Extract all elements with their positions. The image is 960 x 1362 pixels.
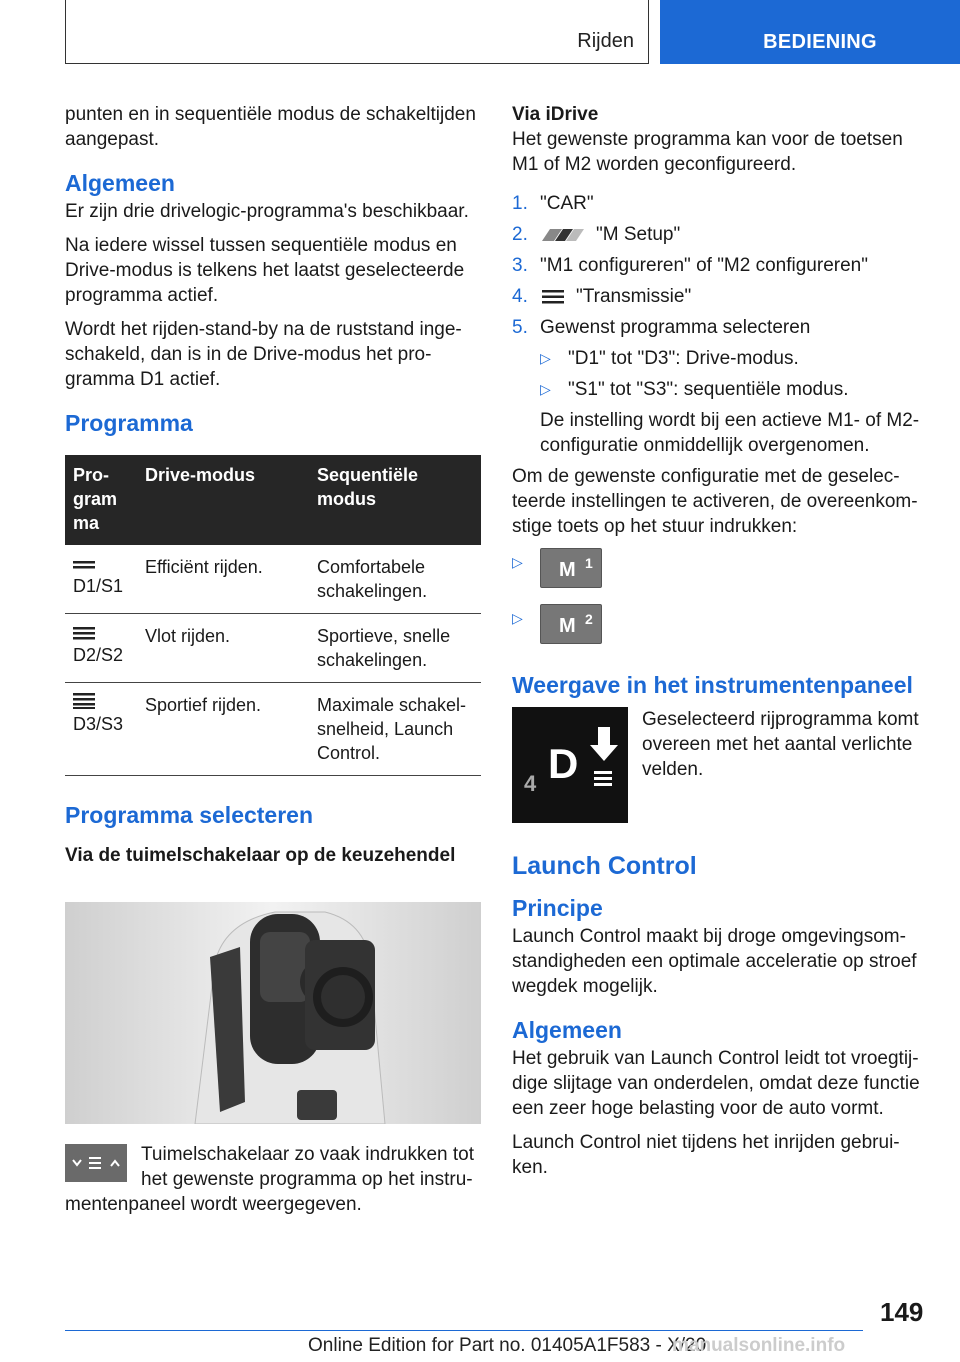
idrive-text: Het gewenste programma kan voor de toetsen M1 of M2 worden geconfigureerd. [512,129,903,175]
table-cell-drive: Sportief rijden. [137,683,309,776]
table-header-cell: Pro-gram ma [65,455,137,545]
programma-table [65,455,481,776]
sub-note: De instelling wordt bij een actieve M1- of M2-configuratie onmiddellijk overgenomen. [540,410,920,456]
weergave-heading: Weergave in het instrumentenpaneel [512,672,913,698]
page-number: 149 [880,1297,924,1327]
step-number: 1. [512,193,528,214]
inst-drive-letter: D [548,740,579,787]
m1-number: 1 [585,555,593,571]
triangle-bullet-icon: ▷ [512,610,523,626]
table-cell-drive: Efficiënt rijden. [137,545,309,614]
header-section-title: Rijden [577,30,634,52]
table-header-cell: Sequentiële modus [309,455,481,545]
list-item [540,377,928,402]
m1-row [512,548,928,594]
algemeen-right-p1: Het gebruik van Launch Control leidt tot vroegtij-dige slijtage van onderdelen, omdat deze functie een zeer hoge belasting voor de auto vormt. [512,1048,920,1119]
prog-label: D3/S3 [73,714,124,734]
select-heading: Programma selecteren [65,802,314,828]
step-number: 5. [512,317,528,338]
table-cell-seq: Sportieve, snelle schakelingen. [309,614,481,683]
footer-watermark: manualsonline.info [672,1335,846,1356]
shift-arrow-icon [588,727,622,797]
m-logo-icon [540,228,586,242]
instrument-display-image [512,707,628,823]
config-text: Om de gewenste configuratie met de geselec-teerde instellingen te activeren, de overeenkom-stige toets op het stuur indrukken: [512,466,918,537]
table-header-cell: Drive-modus [137,455,309,545]
table-cell-prog [65,545,137,614]
steps-list [512,191,928,458]
principe-text: Launch Control maakt bij droge omgevingsom-standigheden een optimale acceleratie op stroef wegdek mogelijk. [512,926,917,997]
rocker-switch-icon [65,1144,127,1182]
header-chapter-title: BEDIENING [763,31,877,53]
table-cell-seq: Maximale schakel-snelheid, Launch Control. [309,683,481,776]
list-item [540,346,928,371]
prog-label: D1/S1 [73,576,124,596]
step-text: "M Setup" [596,224,681,245]
m2-letter: M [559,615,576,637]
weergave-text: Geselecteerd rijprogramma komt overeen met het aantal verlichte velden. [642,709,919,780]
table-cell-drive: Vlot rijden. [137,614,309,683]
header-chapter-box [660,0,960,64]
step-text: "CAR" [540,193,594,214]
triangle-bullet-icon: ▷ [540,381,551,397]
prog-label: D2/S2 [73,645,124,665]
gear-selector-photo [65,902,481,1124]
m2-button-icon [540,604,602,644]
launch-heading: Launch Control [512,852,697,880]
principe-heading: Principe [512,895,603,921]
transmission-icon [540,288,566,306]
footer-edition: Online Edition for Part no. 01405A1F583 - X/20 [308,1335,707,1356]
algemeen-p1: Er zijn drie drivelogic-programma's beschikbaar. [65,201,469,222]
algemeen-heading: Algemeen [65,170,175,196]
right-column [512,102,928,1189]
step-text: "Transmissie" [576,286,692,307]
toggle-paragraph [65,1142,481,1217]
table-row [65,545,481,614]
list-item [512,284,928,309]
drivelogic-2-icon [73,624,97,640]
table-header-row [65,455,481,545]
triangle-bullet-icon: ▷ [512,554,523,570]
list-item [512,315,928,458]
weergave-block [512,707,928,823]
list-item [512,253,928,278]
table-row [65,614,481,683]
step-text: "M1 configureren" of "M2 configureren" [540,255,868,276]
m2-row [512,604,928,650]
table-cell-prog [65,683,137,776]
intro-text: punten en in sequentiële modus de schakeltijden aangepast. [65,104,476,150]
drivelogic-1-icon [73,555,97,571]
algemeen-heading-right: Algemeen [512,1017,622,1043]
toggle-text: Tuimelschakelaar zo vaak indrukken tot het gewenste programma op het instru-mentenpaneel wordt weergegeven. [65,1144,475,1215]
table-cell-seq: Comfortabele schakelingen. [309,545,481,614]
list-item [512,222,928,247]
drivelogic-3-icon [73,693,97,709]
inst-gear-number: 4 [524,771,537,796]
step-text: Gewenst programma selecteren [540,317,811,338]
step-number: 4. [512,286,528,307]
algemeen-right-p2: Launch Control niet tijdens het inrijden gebrui-ken. [512,1132,900,1178]
programma-heading: Programma [65,410,193,436]
header-section-box [65,0,649,64]
m1-letter: M [559,559,576,581]
m2-number: 2 [585,611,593,627]
list-item [512,191,928,216]
table-cell-prog [65,614,137,683]
sub-steps-list [540,346,928,402]
select-subheading: Via de tuimelschakelaar op de keuzehendel [65,845,456,866]
algemeen-p2: Na iedere wissel tussen sequentiële modus en Drive-modus is telkens het laatst geselecteerde programma actief. [65,235,465,306]
sub-step-text: "D1" tot "D3": Drive-modus. [568,348,799,369]
footer-divider [65,1330,863,1331]
m1-button-icon [540,548,602,588]
gear-selector-illustration [65,902,481,1124]
left-column [65,102,481,868]
sub-step-text: "S1" tot "S3": sequentiële modus. [568,379,849,400]
table-row [65,683,481,776]
algemeen-p3: Wordt het rijden-stand-by na de ruststand inge-schakeld, dan is in de Drive-modus het pro-gramma D1 actief. [65,319,462,390]
idrive-heading: Via iDrive [512,104,599,125]
step-number: 3. [512,255,528,276]
step-number: 2. [512,224,528,245]
triangle-bullet-icon: ▷ [540,350,551,366]
